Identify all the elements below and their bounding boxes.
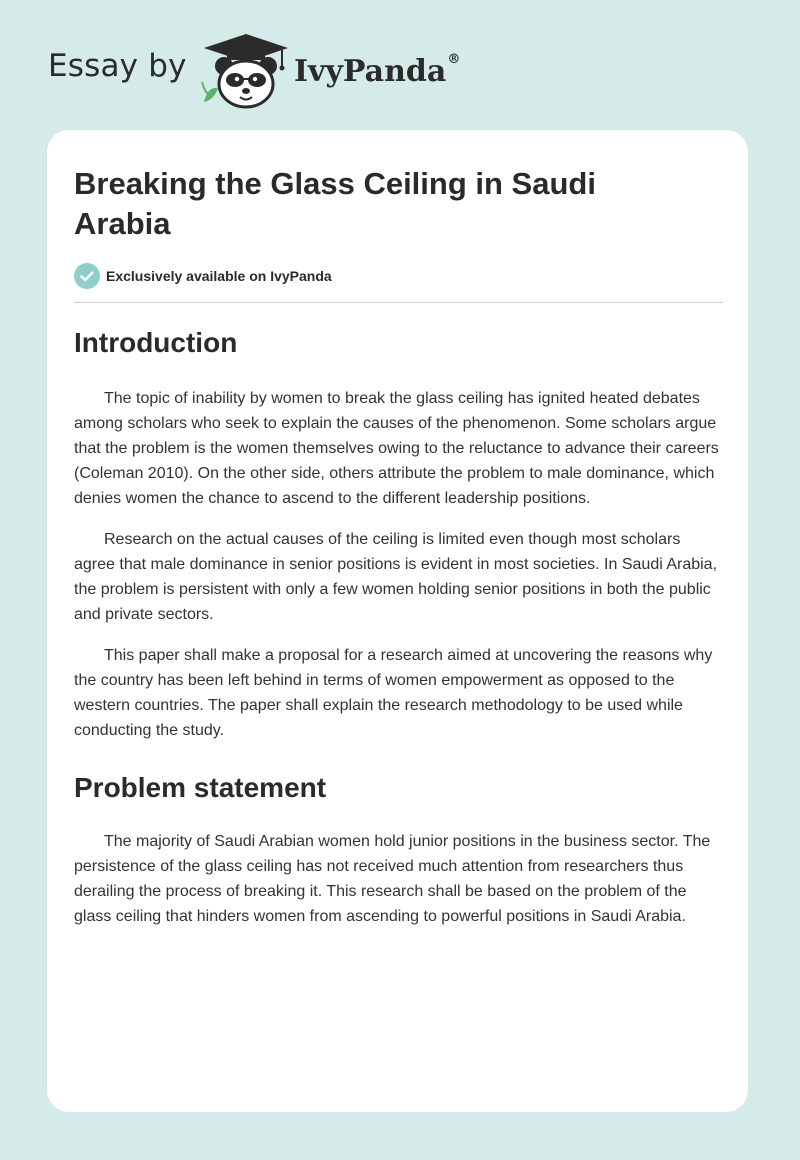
title-divider <box>74 302 723 303</box>
check-circle-icon <box>74 263 100 289</box>
section-heading-introduction: Introduction <box>74 327 238 358</box>
registered-mark: ® <box>447 52 461 67</box>
introduction-paragraph-1: The topic of inability by women to break the glass ceiling has ignited heated debates among scholars who seek to explain the causes of the phenomenon. Some scholars argue that the problem is the women themselves owing to the reluctance to advance their careers (Coleman 2010). On the other side, others attribute the problem to male dominance, which denies women the chance to ascend to the different leadership positions. <box>74 390 719 507</box>
introduction-paragraph-2: Research on the actual causes of the ceiling is limited even though most scholars agree that male dominance in senior positions is evident in most societies. In Saudi Arabia, the problem is persistent with only a few women holding senior positions in both the public and private sectors. <box>74 531 718 623</box>
essay-card <box>47 130 748 1112</box>
panda-logo-icon[interactable] <box>200 32 292 110</box>
exclusive-badge-label: Exclusively available on IvyPanda <box>106 268 332 284</box>
page-title: Breaking the Glass Ceiling in Saudi Arabia <box>74 166 596 241</box>
brand-name[interactable] <box>294 54 460 89</box>
problem-statement-paragraph-1: The majority of Saudi Arabian women hold junior positions in the business sector. The persistence of the glass ceiling has not received much attention from researchers thus derailing the process of breaking it. This research shall be based on the problem of the glass ceiling that hinders women from ascending to powerful positions in Saudi Arabia. <box>74 833 711 925</box>
site-header <box>48 30 548 110</box>
essay-by-label: Essay by <box>48 48 187 84</box>
essay-body <box>74 324 724 929</box>
introduction-paragraph-3: This paper shall make a proposal for a research aimed at uncovering the reasons why the country has been left behind in terms of women empowerment as opposed to the western countries. The paper shall explain the research methodology to be used while conducting the study. <box>74 647 713 739</box>
section-heading-problem-statement: Problem statement <box>74 772 327 803</box>
brand-text: IvyPanda <box>294 54 447 89</box>
exclusive-badge <box>74 263 332 289</box>
